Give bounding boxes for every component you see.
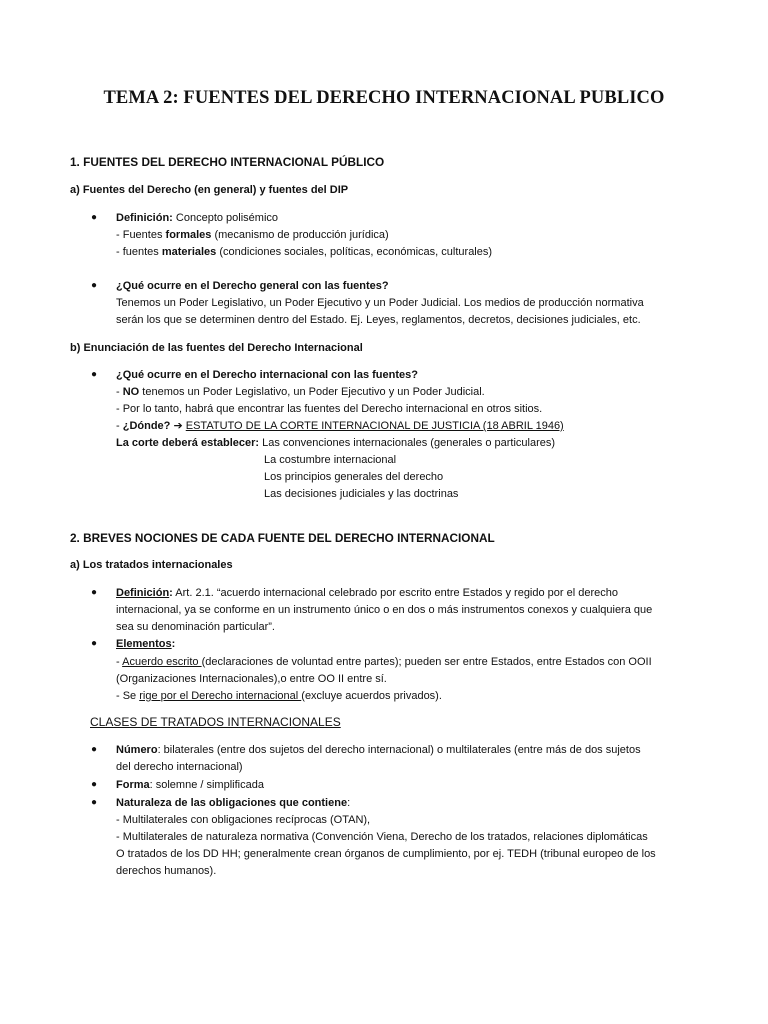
q-internacional-line — [116, 367, 418, 384]
bullet-icon: ● — [91, 369, 98, 380]
text: - — [116, 420, 123, 432]
bullet-icon: ● — [91, 779, 98, 790]
general-text-2: serán los que se determinen dentro del Estado. Ej. Leyes, reglamentos, decretos, decisiones judiciales, etc. — [116, 314, 641, 326]
colon: : — [169, 587, 173, 599]
clases-heading — [90, 714, 341, 731]
text: : solemne / simplificada — [149, 779, 264, 791]
donde-line — [116, 418, 564, 435]
acuerdo-line — [116, 654, 652, 671]
text: - Fuentes — [116, 229, 166, 241]
definicion-text: Concepto polisémico — [172, 212, 279, 224]
text: (declaraciones de voluntad entre partes); pueden ser entre Estados, entre Estados con OOII — [201, 656, 652, 668]
section-1-heading: 1. FUENTES DEL DERECHO INTERNACIONAL PÚBLICO — [70, 155, 385, 169]
corte-item: La costumbre internacional — [264, 454, 397, 466]
no-poder-line — [116, 384, 485, 401]
corte-item: Las convenciones internacionales (generales o particulares) — [262, 437, 556, 449]
acuerdo-underlined: Acuerdo escrito — [122, 656, 202, 668]
section-1a-heading: a) Fuentes del Derecho (en general) y fuentes del DIP — [70, 184, 349, 196]
bullet-icon: ● — [91, 587, 98, 598]
forma-line — [116, 777, 264, 794]
donde-bold: ¿Dónde? — [122, 420, 171, 432]
colon: : — [347, 797, 351, 809]
corte-item: Los principios generales del derecho — [264, 471, 444, 483]
rige-underlined: rige por el Derecho internacional — [139, 690, 302, 702]
bullet-icon: ● — [91, 797, 98, 808]
general-text-1: Tenemos un Poder Legislativo, un Poder Ejecutivo y un Poder Judicial. Los medios de producción normativa — [116, 297, 644, 309]
naturaleza-l4: derechos humanos). — [116, 865, 217, 877]
estatuto-link: ESTATUTO DE LA CORTE INTERNACIONAL DE JUSTICIA (18 ABRIL 1946) — [185, 420, 564, 432]
fuentes-materiales-line — [116, 244, 492, 261]
acuerdo-line-2: (Organizaciones Internacionales),o entre OO II entre sí. — [116, 673, 387, 685]
clases-heading-text: CLASES DE TRATADOS INTERNACIONALES — [90, 715, 341, 729]
tratado-definicion-line — [116, 585, 618, 602]
text: (mecanismo de producción jurídica) — [211, 229, 389, 241]
definicion-line — [116, 210, 278, 227]
numero-bold: Número — [116, 744, 158, 756]
q-general-line — [116, 278, 389, 295]
forma-bold: Forma — [116, 779, 150, 791]
corte-item: Las decisiones judiciales y las doctrinas — [264, 488, 459, 500]
bullet-icon: ● — [91, 212, 98, 223]
materiales-bold: materiales — [161, 246, 217, 258]
tratado-def-2: internacional, ya se conforme en un instrumento único o en dos o más instrumentos conexos y cualquiera que — [116, 604, 653, 616]
section-2-heading: 2. BREVES NOCIONES DE CADA FUENTE DEL DERECHO INTERNACIONAL — [70, 531, 495, 545]
definicion-label: Definición — [116, 587, 170, 599]
text: - — [116, 656, 123, 668]
q-general: ¿Qué ocurre en el Derecho general con las fuentes? — [116, 280, 389, 292]
naturaleza-l1: - Multilaterales con obligaciones recíprocas (OTAN), — [116, 814, 371, 826]
text: - Se — [116, 690, 140, 702]
naturaleza-l2: - Multilaterales de naturaleza normativa (Convención Viena, Derecho de los tratados, relaciones diplomáticas — [116, 831, 648, 843]
tratado-def-3: sea su denominación particular”. — [116, 621, 275, 633]
bullet-icon: ● — [91, 280, 98, 291]
arrow-right-icon: ➔ — [173, 420, 183, 432]
corte-line — [116, 435, 555, 452]
bullet-icon: ● — [91, 744, 98, 755]
naturaleza-line — [116, 795, 350, 812]
bullet-icon: ● — [91, 638, 98, 649]
text: Art. 2.1. “acuerdo internacional celebrado por escrito entre Estados y regido por el derecho — [172, 587, 618, 599]
elementos-label: Elementos — [116, 638, 172, 650]
fuentes-formales-line — [116, 227, 389, 244]
section-2a-heading: a) Los tratados internacionales — [70, 559, 233, 571]
por-lo-tanto-line: - Por lo tanto, habrá que encontrar las fuentes del Derecho internacional en otros sitios. — [116, 403, 543, 415]
text: - — [116, 386, 123, 398]
text: - fuentes — [116, 246, 162, 258]
no-bold: NO — [122, 386, 140, 398]
text: tenemos un Poder Legislativo, un Poder Ejecutivo y un Poder Judicial. — [139, 386, 485, 398]
naturaleza-l3: O tratados de los DD HH; generalmente crean órganos de cumplimiento, por ej. TEDH (tribunal europeo de los — [116, 848, 656, 860]
numero-line — [116, 742, 641, 759]
definicion-label: Definición: — [116, 212, 173, 224]
corte-bold: La corte deberá establecer: — [116, 437, 260, 449]
elementos-line — [116, 636, 175, 653]
section-1b-heading: b) Enunciación de las fuentes del Derecho Internacional — [70, 342, 363, 354]
document-title: TEMA 2: FUENTES DEL DERECHO INTERNACIONAL PUBLICO — [103, 88, 665, 108]
numero-line-2: del derecho internacional) — [116, 761, 243, 773]
text: : bilaterales (entre dos sujetos del derecho internacional) o multilaterales (entre más de dos sujetos — [157, 744, 641, 756]
text: (condiciones sociales, políticas, económicas, culturales) — [216, 246, 493, 258]
q-internacional: ¿Qué ocurre en el Derecho internacional con las fuentes? — [116, 369, 418, 381]
text: (excluye acuerdos privados). — [301, 690, 442, 702]
rige-line — [116, 688, 442, 705]
naturaleza-bold: Naturaleza de las obligaciones que contiene — [116, 797, 348, 809]
colon: : — [171, 638, 176, 650]
formales-bold: formales — [165, 229, 212, 241]
